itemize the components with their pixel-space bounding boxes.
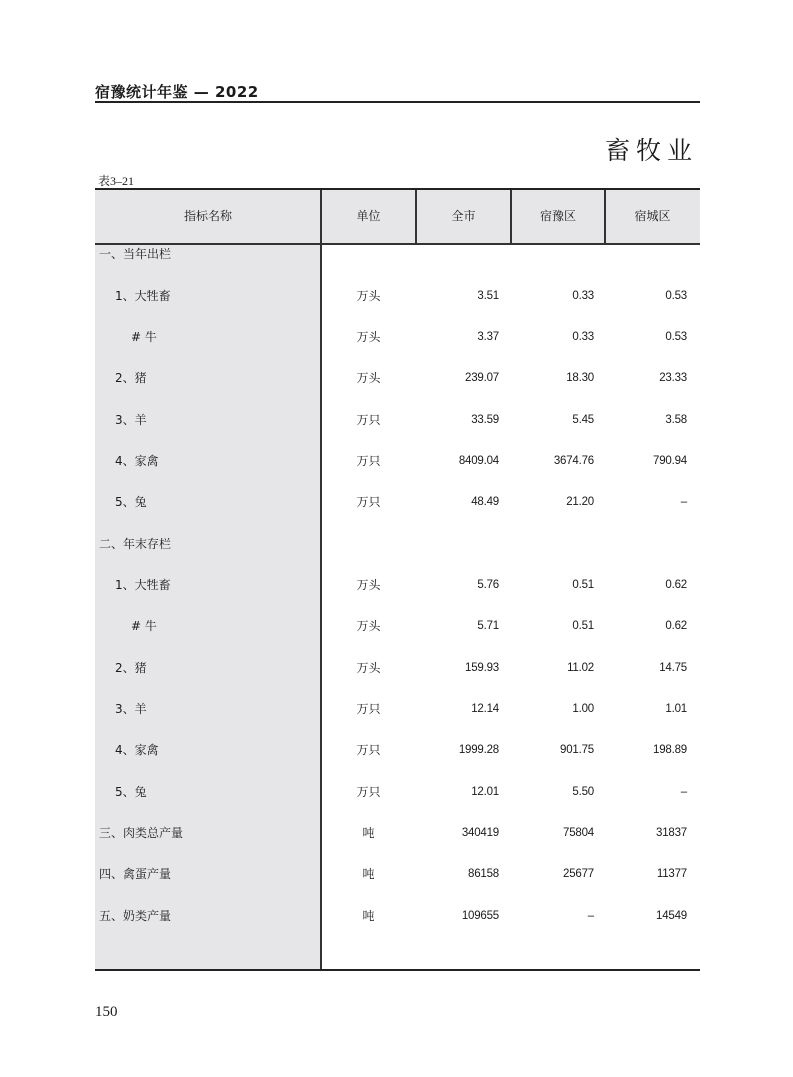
row-unit: 万只 [356,785,381,799]
table-row [95,524,700,565]
table-row [95,813,700,854]
row-unit: 万头 [356,330,381,344]
row-value-suyu [511,524,594,565]
row-unit: 吨 [362,909,375,923]
table-row [95,730,700,771]
row-value-suyu: 0.51 [572,620,594,632]
row-unit: 万只 [356,413,381,427]
table-row [95,358,700,399]
table-row [95,482,700,523]
column-header-unit: 单位 [356,209,381,223]
row-value-suyu: – [587,910,594,922]
section-title: 畜牧业 [604,136,698,165]
table-row [95,317,700,358]
row-value-city: 159.93 [465,662,499,674]
row-unit: 万头 [356,578,381,592]
row-value-suyu: 11.02 [567,662,594,674]
row-value-suyu: 0.33 [572,290,594,302]
row-value-suyu: 25677 [563,868,594,880]
row-value-suyu: 21.20 [566,496,594,508]
row-name: 二、年末存栏 [99,537,172,551]
header-rule [95,101,700,103]
table-row [95,400,700,441]
table-row [95,565,700,606]
row-unit: 万头 [356,371,381,385]
row-value-sucheng: 1.01 [665,703,687,715]
row-value-city: 12.14 [471,703,499,715]
row-value-city: 3.37 [477,331,499,343]
yearbook-title: 宿豫统计年鉴 — 2022 [95,83,259,101]
table-row [95,896,700,937]
row-value-city: 340419 [461,827,499,839]
row-unit [321,234,416,275]
row-name: 五、奶类产量 [99,909,172,923]
row-value-city: 8409.04 [458,455,499,467]
row-name: 1、大牲畜 [115,578,171,592]
row-value-sucheng: 14.75 [659,662,687,674]
row-value-city: 5.76 [477,579,499,591]
table-row [95,689,700,730]
row-value-sucheng: 198.89 [653,744,687,756]
row-value-sucheng [605,234,687,275]
row-name: 3、羊 [115,702,147,716]
column-header-suyu: 宿豫区 [539,209,576,223]
row-value-city: 48.49 [471,496,499,508]
row-value-city: 109655 [461,910,499,922]
row-value-sucheng: – [680,786,687,798]
row-unit: 万只 [356,454,381,468]
row-value-city: 239.07 [465,372,499,384]
row-value-suyu: 5.45 [572,414,594,426]
row-value-city: 33.59 [471,414,499,426]
row-name: 5、兔 [115,785,147,799]
row-value-sucheng: 0.53 [665,331,687,343]
table-row [95,772,700,813]
row-value-suyu: 901.75 [560,744,594,756]
page-number: 150 [95,1004,118,1020]
row-value-sucheng: 0.62 [665,579,687,591]
row-value-suyu: 1.00 [572,703,594,715]
row-value-sucheng: – [680,496,687,508]
row-value-suyu: 5.50 [572,786,594,798]
row-name: 三、肉类总产量 [99,826,184,840]
row-value-sucheng: 0.53 [665,290,687,302]
table-bottom-rule [95,969,700,971]
column-header-indicator: 指标名称 [183,209,232,223]
row-value-city: 12.01 [471,786,499,798]
row-unit: 万头 [356,289,381,303]
row-name: 一、当年出栏 [99,247,172,261]
row-value-suyu: 75804 [563,827,594,839]
row-unit: 万只 [356,743,381,757]
row-value-city: 5.71 [477,620,499,632]
row-value-sucheng: 3.58 [665,414,687,426]
table-row [95,276,700,317]
row-value-sucheng: 11377 [656,868,687,880]
row-value-city [416,524,499,565]
row-value-sucheng: 23.33 [659,372,687,384]
row-value-city: 1999.28 [458,744,499,756]
row-value-suyu: 3674.76 [553,455,594,467]
row-name: 2、猪 [115,371,147,385]
row-value-city [416,234,499,275]
row-value-sucheng: 14549 [656,910,687,922]
row-value-sucheng: 31837 [656,827,687,839]
row-name: 4、家禽 [115,743,159,757]
row-unit [321,524,416,565]
row-value-suyu: 18.30 [566,372,594,384]
row-value-suyu [511,234,594,275]
row-unit: 万只 [356,702,381,716]
table-row [95,234,700,275]
row-name: 2、猪 [115,661,147,675]
row-unit: 吨 [362,867,375,881]
table-label: 表3–21 [98,174,135,188]
table-row [95,606,700,647]
row-value-sucheng: 0.62 [665,620,687,632]
row-unit: 万只 [356,495,381,509]
row-value-suyu: 0.33 [572,331,594,343]
row-unit: 万头 [356,619,381,633]
column-header-sucheng: 宿城区 [634,209,671,223]
row-value-suyu: 0.51 [572,579,594,591]
row-name: 1、大牲畜 [115,289,171,303]
row-name: 4、家禽 [115,454,159,468]
table-row [95,441,700,482]
row-unit: 万头 [356,661,381,675]
row-value-sucheng: 790.94 [653,455,687,467]
table-row [95,648,700,689]
table-row [95,854,700,895]
row-name: 3、羊 [115,413,147,427]
row-name: # 牛 [131,330,157,344]
row-value-city: 86158 [468,868,499,880]
row-value-sucheng [605,524,687,565]
row-name: 四、禽蛋产量 [99,867,172,881]
row-name: 5、兔 [115,495,147,509]
row-value-city: 3.51 [477,290,499,302]
row-name: # 牛 [131,619,157,633]
column-header-city: 全市 [451,209,476,223]
livestock-table [95,188,700,972]
row-unit: 吨 [362,826,375,840]
